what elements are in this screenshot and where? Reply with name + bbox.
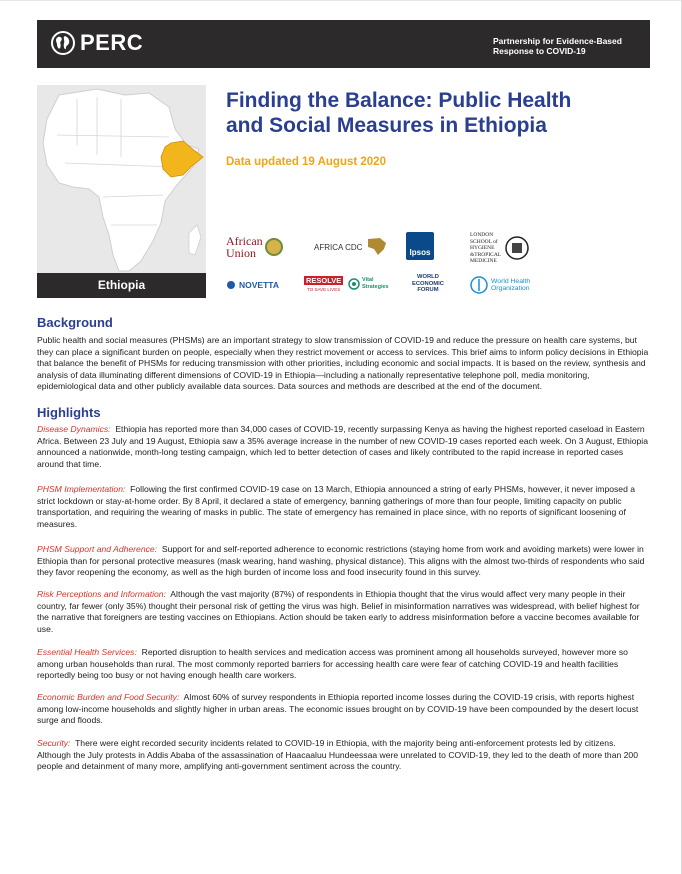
highlights-heading: Highlights	[37, 405, 101, 420]
highlight-security	[37, 738, 650, 773]
background-paragraph: Public health and social measures (PHSMs) are an important strategy to slow transmission of COVID-19 and reduce the pressure on health care systems, but they can place a significant burden on people, especially when they restrict movement or access to services. This brief aims to inform policy decisions in Ethiopia that balance the benefit of PHSMs for reducing transmission with other priorities, including economic and social impacts. It is based on the review, synthesis and analysis of data illuminating different dimensions of COVID-19 in Ethiopia—including a nationally representative telephone poll, media monitoring, epidemiological data and other publicly available data sources. Data sources and methods are described at the end of the document.	[37, 335, 649, 392]
header-tagline	[493, 36, 622, 56]
world-economic-forum-logo: WORLD ECONOMIC FORUM	[412, 274, 444, 293]
highlight-phsm-support	[37, 544, 650, 579]
logo-text: PERC	[80, 30, 144, 55]
highlight-text: Support for and self-reported adherence to economic restrictions (staying home from work and avoiding markets) were lower in Ethiopia than for personal protective measures (mask wearing, hand washing, physical distance). This aligns with the almost two-thirds of respondents who said they favor reopening the economy, as well as the high burden of income loss and food insecurity found in this survey.	[37, 544, 645, 578]
africa-map-graphic	[37, 85, 206, 273]
highlight-phsm-implementation	[37, 484, 650, 530]
au-emblem-icon	[265, 238, 283, 256]
highlight-risk-perceptions	[37, 589, 650, 635]
vital-strategies-icon	[348, 278, 360, 290]
highlight-text: There were eight recorded security incidents related to COVID-19 in Ethiopia, with the majority being anti-enforcement protests led by citizens. Although the July protests in Addis Ababa of the assassination of Haacaaluu Hundeessaa were unrelated to COVID-19, they led to the death of more than 200 people and detainment of many more, amplifying anti-government sentiment across the country.	[37, 738, 638, 772]
highlight-text: Reported disruption to health services and medication access was prominent among all households surveyed, however more so among urban households than rural. The most commonly reported barriers for accessing health care were fear of catching COVID-19 and health facilities reportedly being too busy or not having enough health care workers.	[37, 647, 628, 681]
lshtm-logo: LONDON SCHOOL of HYGIENE &TROPICAL MEDICINE	[470, 232, 530, 265]
tagline-line-2: Response to COVID-19	[493, 46, 586, 56]
african-union-logo: African Union	[226, 235, 283, 259]
africa-map	[37, 85, 206, 273]
lshtm-crest-icon	[504, 235, 530, 261]
highlight-text: Ethiopia has reported more than 34,000 cases of COVID-19, recently surpassing Kenya as having the highest reported caseload in Eastern Africa. Between 23 July and 19 August, Ethiopia saw a 35% average increase in the number of new COVID-19 cases reported each week. On 3 August, Ethiopia announced a nationwide, month-long testing campaign, which led to better detection of cases and likely contributed to the rapid increase in reported cases around that time.	[37, 424, 648, 469]
ethiopia-highlight	[161, 141, 203, 177]
highlight-essential-health	[37, 647, 650, 682]
who-logo: World Health Organization	[470, 276, 530, 294]
highlight-lead: Disease Dynamics:	[37, 424, 111, 434]
highlight-text: Although the vast majority (87%) of respondents in Ethiopia thought that the virus would affect very many people in their country, far fewer (only 35%) thought their personal risk of getting the virus was high. Belief in misinformation narratives was widespread, with belief highest for the narrative that foreigners are testing vaccines on Ethiopians. Action should be taken early to address misinformation before a vaccine becomes available for use.	[37, 589, 640, 634]
header-bar	[37, 20, 650, 68]
novetta-icon	[226, 280, 236, 290]
country-label: Ethiopia	[37, 273, 206, 298]
perc-logo	[51, 31, 143, 55]
highlight-disease-dynamics	[37, 424, 650, 470]
background-heading: Background	[37, 315, 113, 330]
resolve-logo: RESOLVE TO SAVE LIVES	[306, 276, 342, 292]
africa-cdc-icon	[364, 237, 390, 257]
novetta-logo: NOVETTA	[226, 280, 279, 290]
highlight-economic-burden	[37, 692, 650, 727]
highlight-lead: Risk Perceptions and Information:	[37, 589, 166, 599]
highlight-lead: PHSM Support and Adherence:	[37, 544, 158, 554]
data-updated-date: Data updated 19 August 2020	[226, 156, 386, 168]
highlight-text: Following the first confirmed COVID-19 case on 13 March, Ethiopia announced a string of early PHSMs, however, it never imposed a strict lockdown or stay-at-home order. By 8 April, it declared a state of emergency, banning gatherings of more than four people, limiting capacity on public transportation, and requiring the wearing of masks in public. The state of emergency has remained in place since, with no reports of significant loosening of measures.	[37, 484, 636, 529]
vital-strategies-logo: Vital Strategies	[348, 277, 389, 290]
highlight-lead: PHSM Implementation:	[37, 484, 126, 494]
title-line-1: Finding the Balance: Public Health	[226, 89, 572, 112]
africa-cdc-logo: AFRICA CDC	[314, 237, 390, 257]
highlight-lead: Security:	[37, 738, 71, 748]
highlight-lead: Essential Health Services:	[37, 647, 137, 657]
who-emblem-icon	[470, 276, 488, 294]
globe-icon	[51, 31, 75, 55]
ipsos-logo: Ipsos	[406, 232, 434, 260]
highlight-text: Almost 60% of survey respondents in Ethiopia reported income losses during the COVID-19 crisis, with reports highest among low-income households and slightly higher in urban areas. The economic issues brought on by COVID-19 have been compounded by the desert locust surge and floods.	[37, 692, 639, 726]
highlight-lead: Economic Burden and Food Security:	[37, 692, 180, 702]
tagline-line-1: Partnership for Evidence-Based	[493, 36, 622, 46]
title-line-2: and Social Measures in Ethiopia	[226, 114, 547, 137]
page-title	[226, 88, 646, 138]
